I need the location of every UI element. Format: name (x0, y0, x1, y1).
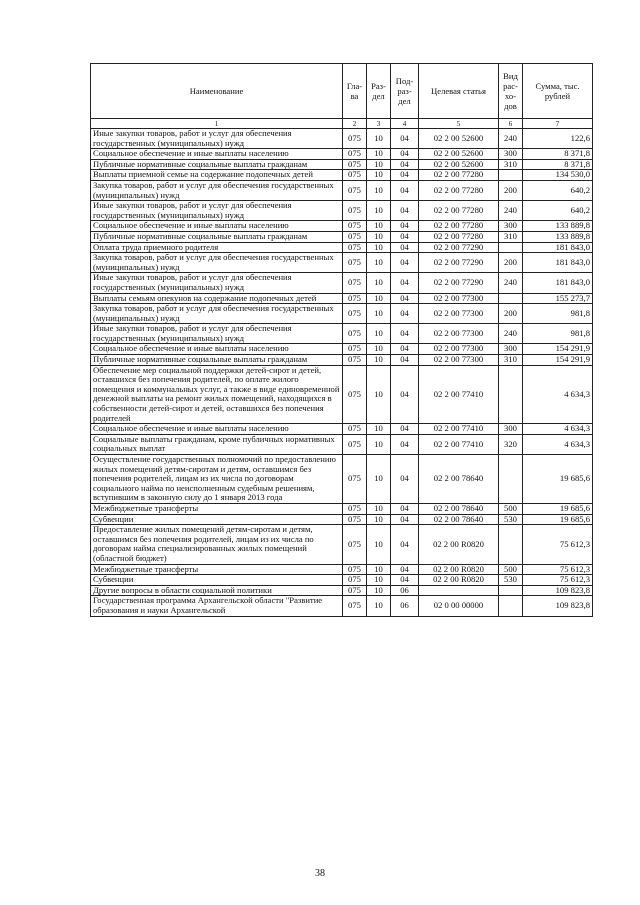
row-podrazdel: 06 (391, 585, 419, 596)
table-row (91, 503, 593, 514)
row-sum: 4 634,3 (523, 434, 593, 454)
row-target-article: 02 2 00 77300 (419, 355, 499, 366)
row-sum: 75 612,3 (523, 575, 593, 586)
row-name: Публичные нормативные социальные выплаты гражданам (91, 231, 343, 242)
row-sum: 19 685,6 (523, 503, 593, 514)
row-podrazdel: 04 (391, 201, 419, 221)
row-glava: 075 (343, 514, 367, 525)
row-podrazdel: 04 (391, 564, 419, 575)
table-row (91, 129, 593, 149)
row-target-article: 02 2 00 R0820 (419, 525, 499, 564)
row-name: Публичные нормативные социальные выплаты гражданам (91, 355, 343, 366)
row-sum: 134 530,0 (523, 170, 593, 181)
row-target-article (419, 585, 499, 596)
row-razdel: 10 (367, 525, 391, 564)
row-target-article: 02 2 00 R0820 (419, 575, 499, 586)
row-name: Предоставление жилых помещений детям-сиротам и детям, оставшимся без попечения родителей, лицам из их числа по договорам найма специализированных жилых помещений (областной бюджет) (91, 525, 343, 564)
row-expense-type: 300 (499, 221, 523, 232)
row-name: Социальное обеспечение и иные выплаты населению (91, 344, 343, 355)
row-expense-type: 300 (499, 424, 523, 435)
row-name: Иные закупки товаров, работ и услуг для обеспечения государственных (муниципальных) нужд (91, 273, 343, 293)
row-glava: 075 (343, 503, 367, 514)
row-sum: 133 889,8 (523, 221, 593, 232)
row-target-article: 02 2 00 77300 (419, 293, 499, 304)
row-glava: 075 (343, 180, 367, 200)
row-glava: 075 (343, 355, 367, 366)
row-sum: 19 685,6 (523, 514, 593, 525)
row-podrazdel: 04 (391, 273, 419, 293)
row-razdel: 10 (367, 149, 391, 160)
row-sum: 19 685,6 (523, 455, 593, 504)
row-target-article: 02 2 00 77410 (419, 365, 499, 424)
row-sum: 109 823,8 (523, 585, 593, 596)
row-sum: 8 371,8 (523, 159, 593, 170)
row-razdel: 10 (367, 503, 391, 514)
row-expense-type: 200 (499, 304, 523, 324)
row-target-article: 02 2 00 78640 (419, 455, 499, 504)
row-target-article: 02 2 00 77300 (419, 344, 499, 355)
row-glava: 075 (343, 525, 367, 564)
row-podrazdel: 04 (391, 503, 419, 514)
row-name: Социальное обеспечение и иные выплаты населению (91, 149, 343, 160)
table-row (91, 242, 593, 253)
header-row (91, 64, 593, 119)
row-glava: 075 (343, 273, 367, 293)
row-podrazdel: 04 (391, 575, 419, 586)
row-expense-type: 300 (499, 344, 523, 355)
row-podrazdel: 04 (391, 242, 419, 253)
table-row (91, 273, 593, 293)
row-podrazdel: 04 (391, 159, 419, 170)
row-razdel: 10 (367, 575, 391, 586)
row-glava: 075 (343, 129, 367, 149)
row-expense-type: 500 (499, 503, 523, 514)
table-row (91, 434, 593, 454)
row-name: Выплаты семьям опекунов на содержание подопечных детей (91, 293, 343, 304)
row-podrazdel: 04 (391, 231, 419, 242)
row-target-article: 02 2 00 52600 (419, 129, 499, 149)
row-expense-type: 240 (499, 273, 523, 293)
column-number: 6 (499, 119, 523, 129)
column-number: 2 (343, 119, 367, 129)
row-podrazdel: 04 (391, 455, 419, 504)
row-podrazdel: 04 (391, 424, 419, 435)
row-name: Социальное обеспечение и иные выплаты населению (91, 424, 343, 435)
budget-table (90, 63, 593, 617)
row-expense-type: 530 (499, 514, 523, 525)
row-target-article: 02 2 00 77410 (419, 434, 499, 454)
row-name: Закупка товаров, работ и услуг для обеспечения государственных (муниципальных) нужд (91, 180, 343, 200)
row-razdel: 10 (367, 180, 391, 200)
row-razdel: 10 (367, 514, 391, 525)
table-row (91, 596, 593, 616)
column-number: 7 (523, 119, 593, 129)
row-razdel: 10 (367, 242, 391, 253)
row-target-article: 02 2 00 77280 (419, 231, 499, 242)
row-sum: 122,6 (523, 129, 593, 149)
row-glava: 075 (343, 324, 367, 344)
row-name: Иные закупки товаров, работ и услуг для обеспечения государственных (муниципальных) нужд (91, 201, 343, 221)
row-razdel: 10 (367, 129, 391, 149)
table-row (91, 365, 593, 424)
table-row (91, 575, 593, 586)
row-razdel: 10 (367, 221, 391, 232)
row-name: Публичные нормативные социальные выплаты гражданам (91, 159, 343, 170)
table-row (91, 514, 593, 525)
row-expense-type: 300 (499, 149, 523, 160)
row-sum: 981,8 (523, 304, 593, 324)
row-name: Другие вопросы в области социальной политики (91, 585, 343, 596)
row-sum: 181 843,0 (523, 273, 593, 293)
row-razdel: 10 (367, 355, 391, 366)
row-sum: 981,8 (523, 324, 593, 344)
row-razdel: 10 (367, 273, 391, 293)
row-podrazdel: 04 (391, 180, 419, 200)
row-podrazdel: 04 (391, 525, 419, 564)
row-target-article: 02 2 00 52600 (419, 159, 499, 170)
table-row (91, 355, 593, 366)
row-name: Социальное обеспечение и иные выплаты населению (91, 221, 343, 232)
row-podrazdel: 04 (391, 434, 419, 454)
row-glava: 075 (343, 149, 367, 160)
row-expense-type: 530 (499, 575, 523, 586)
row-glava: 075 (343, 344, 367, 355)
header-name: Наименование (91, 64, 343, 119)
row-target-article: 02 2 00 77410 (419, 424, 499, 435)
row-name: Иные закупки товаров, работ и услуг для обеспечения государственных (муниципальных) нужд (91, 324, 343, 344)
row-glava: 075 (343, 424, 367, 435)
header-vid: Вид рас-хо-дов (499, 64, 523, 119)
row-sum: 4 634,3 (523, 424, 593, 435)
row-expense-type: 240 (499, 324, 523, 344)
table-row (91, 149, 593, 160)
row-expense-type: 320 (499, 434, 523, 454)
row-name: Иные закупки товаров, работ и услуг для обеспечения государственных (муниципальных) нужд (91, 129, 343, 149)
table-row (91, 424, 593, 435)
table-row (91, 344, 593, 355)
row-razdel: 10 (367, 293, 391, 304)
table-body (91, 129, 593, 617)
row-podrazdel: 04 (391, 293, 419, 304)
row-name: Социальные выплаты гражданам, кроме публичных нормативных социальных выплат (91, 434, 343, 454)
row-target-article: 02 0 00 00000 (419, 596, 499, 616)
row-expense-type: 240 (499, 201, 523, 221)
row-expense-type (499, 596, 523, 616)
row-target-article: 02 2 00 77290 (419, 253, 499, 273)
row-razdel: 10 (367, 201, 391, 221)
row-target-article: 02 2 00 77290 (419, 273, 499, 293)
row-target-article: 02 2 00 77290 (419, 242, 499, 253)
row-podrazdel: 04 (391, 221, 419, 232)
row-glava: 075 (343, 201, 367, 221)
row-expense-type: 310 (499, 355, 523, 366)
header-sum: Сумма, тыс. рублей (523, 64, 593, 119)
row-glava: 075 (343, 596, 367, 616)
row-name: Межбюджетные трансферты (91, 503, 343, 514)
row-glava: 075 (343, 585, 367, 596)
row-name: Закупка товаров, работ и услуг для обеспечения государственных (муниципальных) нужд (91, 253, 343, 273)
row-expense-type (499, 170, 523, 181)
row-expense-type: 500 (499, 564, 523, 575)
row-target-article: 02 2 00 77300 (419, 304, 499, 324)
row-podrazdel: 04 (391, 344, 419, 355)
row-razdel: 10 (367, 344, 391, 355)
row-razdel: 10 (367, 434, 391, 454)
row-expense-type (499, 365, 523, 424)
page-number: 38 (315, 868, 325, 879)
row-sum: 154 291,9 (523, 355, 593, 366)
column-number: 1 (91, 119, 343, 129)
row-expense-type: 310 (499, 231, 523, 242)
row-podrazdel: 04 (391, 514, 419, 525)
row-name: Осуществление государственных полномочий по предоставлению жилых помещений детям-сиротам и детям, оставшимся без попечения родителей, лицам из их числа по договорам социального найма по неисполненным судебным решениям, вступившим в законную силу до 1 января 2013 года (91, 455, 343, 504)
row-expense-type: 240 (499, 129, 523, 149)
table-row (91, 253, 593, 273)
row-glava: 075 (343, 242, 367, 253)
row-glava: 075 (343, 455, 367, 504)
row-name: Выплаты приемной семье на содержание подопечных детей (91, 170, 343, 181)
table-row (91, 293, 593, 304)
row-expense-type (499, 455, 523, 504)
table-row (91, 455, 593, 504)
row-target-article: 02 2 00 52600 (419, 149, 499, 160)
row-expense-type: 200 (499, 253, 523, 273)
row-podrazdel: 04 (391, 149, 419, 160)
row-expense-type (499, 525, 523, 564)
row-podrazdel: 04 (391, 355, 419, 366)
column-number: 5 (419, 119, 499, 129)
row-name: Межбюджетные трансферты (91, 564, 343, 575)
header-glava: Гла-ва (343, 64, 367, 119)
table-row (91, 231, 593, 242)
header-target: Целевая статья (419, 64, 499, 119)
table-row (91, 324, 593, 344)
row-razdel: 10 (367, 455, 391, 504)
table-row (91, 180, 593, 200)
row-expense-type (499, 242, 523, 253)
table-row (91, 525, 593, 564)
row-name: Государственная программа Архангельской области "Развитие образования и науки Архангельской (91, 596, 343, 616)
table-row (91, 159, 593, 170)
row-name: Субвенции (91, 575, 343, 586)
row-glava: 075 (343, 170, 367, 181)
row-sum: 8 371,8 (523, 149, 593, 160)
row-target-article: 02 2 00 77300 (419, 324, 499, 344)
row-podrazdel: 06 (391, 596, 419, 616)
column-number-row (91, 119, 593, 129)
row-razdel: 10 (367, 159, 391, 170)
row-sum: 133 889,8 (523, 231, 593, 242)
row-podrazdel: 04 (391, 129, 419, 149)
row-target-article: 02 2 00 77280 (419, 180, 499, 200)
row-razdel: 10 (367, 170, 391, 181)
row-glava: 075 (343, 231, 367, 242)
row-target-article: 02 2 00 78640 (419, 503, 499, 514)
table-row (91, 304, 593, 324)
row-target-article: 02 2 00 77280 (419, 221, 499, 232)
row-name: Субвенции (91, 514, 343, 525)
row-razdel: 10 (367, 324, 391, 344)
row-podrazdel: 04 (391, 324, 419, 344)
row-glava: 075 (343, 221, 367, 232)
header-razdel: Раз-дел (367, 64, 391, 119)
row-podrazdel: 04 (391, 365, 419, 424)
table-row (91, 201, 593, 221)
row-sum: 181 843,0 (523, 253, 593, 273)
row-glava: 075 (343, 293, 367, 304)
row-sum: 154 291,9 (523, 344, 593, 355)
row-sum: 181 843,0 (523, 242, 593, 253)
row-razdel: 10 (367, 424, 391, 435)
row-sum: 75 612,3 (523, 525, 593, 564)
row-glava: 075 (343, 159, 367, 170)
row-sum: 155 273,7 (523, 293, 593, 304)
row-razdel: 10 (367, 253, 391, 273)
row-glava: 075 (343, 564, 367, 575)
row-sum: 640,2 (523, 201, 593, 221)
column-number: 4 (391, 119, 419, 129)
row-name: Обеспечение мер социальной поддержки детей-сирот и детей, оставшихся без попечения родителей, по оплате жилого помещения и коммунальных услуг, а также в виде единовременной денежной выплаты на ремонт жилых помещений, находящихся в собственности детей-сирот и детей, оставшихся без попечения родителей (91, 365, 343, 424)
row-sum: 4 634,3 (523, 365, 593, 424)
row-razdel: 10 (367, 564, 391, 575)
row-razdel: 10 (367, 304, 391, 324)
row-sum: 640,2 (523, 180, 593, 200)
table-row (91, 564, 593, 575)
row-name: Оплата труда приемного родителя (91, 242, 343, 253)
row-podrazdel: 04 (391, 253, 419, 273)
row-expense-type (499, 585, 523, 596)
row-target-article: 02 2 00 78640 (419, 514, 499, 525)
row-expense-type (499, 293, 523, 304)
table-row (91, 221, 593, 232)
row-glava: 075 (343, 253, 367, 273)
row-expense-type: 200 (499, 180, 523, 200)
table-row (91, 585, 593, 596)
row-sum: 75 612,3 (523, 564, 593, 575)
row-razdel: 10 (367, 585, 391, 596)
row-target-article: 02 2 00 77280 (419, 170, 499, 181)
row-name: Закупка товаров, работ и услуг для обеспечения государственных (муниципальных) нужд (91, 304, 343, 324)
header-podrazdel: Под-раз-дел (391, 64, 419, 119)
row-expense-type: 310 (499, 159, 523, 170)
row-razdel: 10 (367, 231, 391, 242)
row-target-article: 02 2 00 77280 (419, 201, 499, 221)
table-row (91, 170, 593, 181)
row-razdel: 10 (367, 365, 391, 424)
row-glava: 075 (343, 434, 367, 454)
row-podrazdel: 04 (391, 170, 419, 181)
row-razdel: 10 (367, 596, 391, 616)
row-target-article: 02 2 00 R0820 (419, 564, 499, 575)
row-podrazdel: 04 (391, 304, 419, 324)
row-glava: 075 (343, 365, 367, 424)
column-number: 3 (367, 119, 391, 129)
row-sum: 109 823,8 (523, 596, 593, 616)
row-glava: 075 (343, 304, 367, 324)
row-glava: 075 (343, 575, 367, 586)
